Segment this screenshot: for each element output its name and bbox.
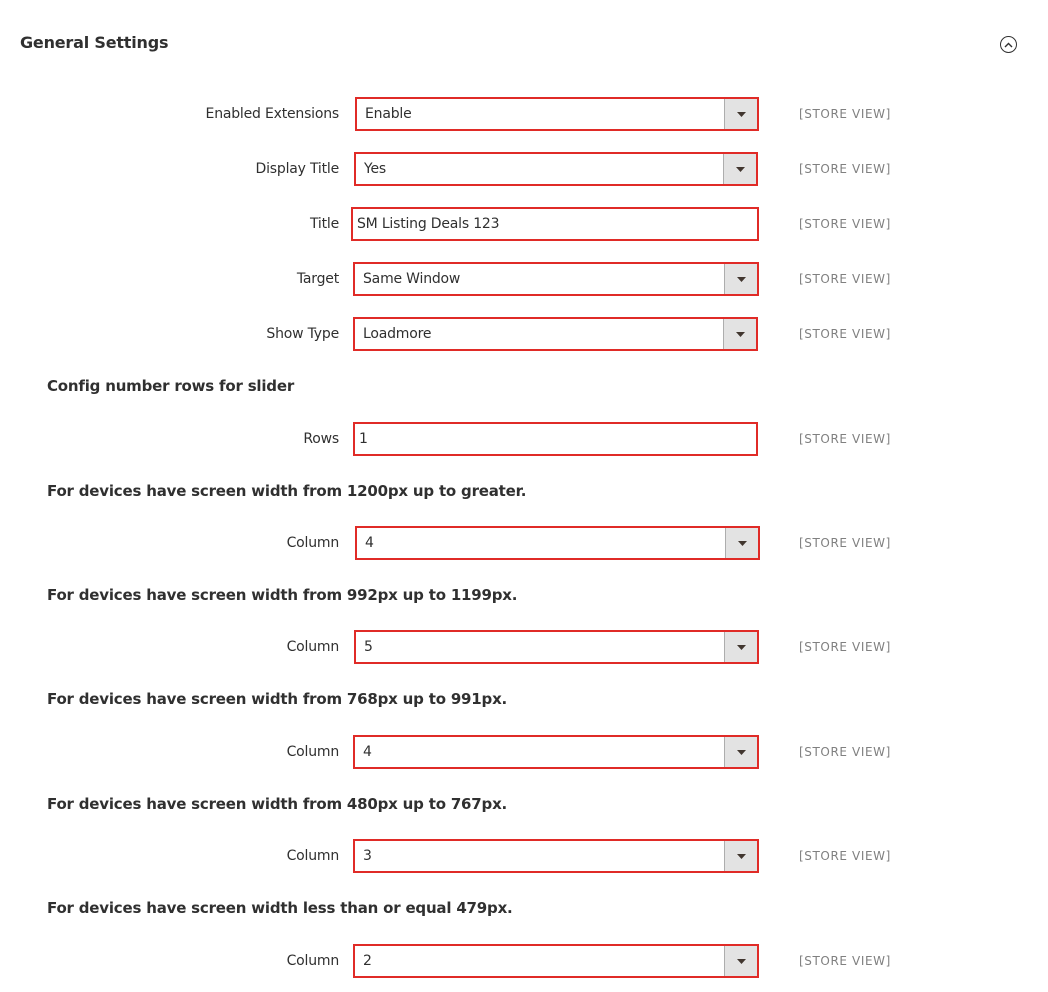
scope-label: [STORE VIEW]	[799, 954, 891, 968]
group-heading-768: For devices have screen width from 768px up to 991px.	[47, 690, 508, 708]
field-label: Column	[286, 953, 339, 969]
field-row-column-992	[0, 630, 1048, 664]
select-value: Loadmore	[363, 326, 432, 342]
dropdown-arrow-icon[interactable]	[724, 737, 757, 767]
collapse-button[interactable]	[1000, 36, 1017, 53]
field-row-column-1200	[0, 526, 1048, 560]
scope-label: [STORE VIEW]	[799, 745, 891, 759]
select-value: 4	[363, 744, 372, 760]
title-input[interactable]	[351, 207, 759, 241]
section-title: General Settings	[20, 33, 169, 52]
field-row-show-type	[0, 317, 1048, 351]
field-row-column-480	[0, 839, 1048, 873]
group-heading-480: For devices have screen width from 480px up to 767px.	[47, 795, 508, 813]
dropdown-arrow-icon[interactable]	[723, 319, 756, 349]
select-value: Yes	[364, 161, 386, 177]
field-label: Column	[286, 639, 339, 655]
field-row-column-479	[0, 944, 1048, 978]
field-row-rows	[0, 422, 1048, 456]
field-row-display-title	[0, 152, 1048, 186]
field-label: Column	[286, 535, 339, 551]
select-value: 2	[363, 953, 372, 969]
scope-label: [STORE VIEW]	[799, 849, 891, 863]
field-row-title	[0, 207, 1048, 241]
field-label: Column	[286, 848, 339, 864]
group-heading-slider-rows: Config number rows for slider	[47, 377, 295, 395]
show-type-select[interactable]	[353, 317, 758, 351]
input-value: SM Listing Deals 123	[357, 216, 500, 232]
scope-label: [STORE VIEW]	[799, 327, 891, 341]
field-row-column-768	[0, 735, 1048, 769]
scope-label: [STORE VIEW]	[799, 536, 891, 550]
select-value: 3	[363, 848, 372, 864]
field-label: Enabled Extensions	[205, 106, 339, 122]
column-479-select[interactable]	[353, 944, 759, 978]
group-heading-479: For devices have screen width less than or equal 479px.	[47, 899, 513, 917]
scope-label: [STORE VIEW]	[799, 432, 891, 446]
field-label: Target	[296, 271, 339, 287]
select-value: 4	[365, 535, 374, 551]
select-value: 5	[364, 639, 373, 655]
scope-label: [STORE VIEW]	[799, 162, 891, 176]
select-value: Enable	[365, 106, 412, 122]
field-label: Display Title	[255, 161, 339, 177]
field-label: Rows	[303, 431, 339, 447]
enabled-extensions-select[interactable]	[355, 97, 759, 131]
column-480-select[interactable]	[353, 839, 759, 873]
field-row-target	[0, 262, 1048, 296]
chevron-up-icon	[1004, 42, 1013, 48]
scope-label: [STORE VIEW]	[799, 640, 891, 654]
field-label: Title	[309, 216, 339, 232]
group-heading-992: For devices have screen width from 992px up to 1199px.	[47, 586, 518, 604]
dropdown-arrow-icon[interactable]	[723, 154, 756, 184]
dropdown-arrow-icon[interactable]	[724, 632, 757, 662]
column-992-select[interactable]	[354, 630, 759, 664]
input-value: 1	[359, 431, 368, 447]
field-row-enabled-extensions	[0, 97, 1048, 131]
scope-label: [STORE VIEW]	[799, 272, 891, 286]
dropdown-arrow-icon[interactable]	[724, 946, 757, 976]
column-1200-select[interactable]	[355, 526, 760, 560]
group-heading-1200: For devices have screen width from 1200px up to greater.	[47, 482, 527, 500]
dropdown-arrow-icon[interactable]	[725, 528, 758, 558]
scope-label: [STORE VIEW]	[799, 217, 891, 231]
column-768-select[interactable]	[353, 735, 759, 769]
dropdown-arrow-icon[interactable]	[724, 264, 757, 294]
scope-label: [STORE VIEW]	[799, 107, 891, 121]
rows-input[interactable]	[353, 422, 758, 456]
target-select[interactable]	[353, 262, 759, 296]
field-label: Show Type	[266, 326, 339, 342]
field-label: Column	[286, 744, 339, 760]
dropdown-arrow-icon[interactable]	[724, 99, 757, 129]
display-title-select[interactable]	[354, 152, 758, 186]
dropdown-arrow-icon[interactable]	[724, 841, 757, 871]
select-value: Same Window	[363, 271, 461, 287]
